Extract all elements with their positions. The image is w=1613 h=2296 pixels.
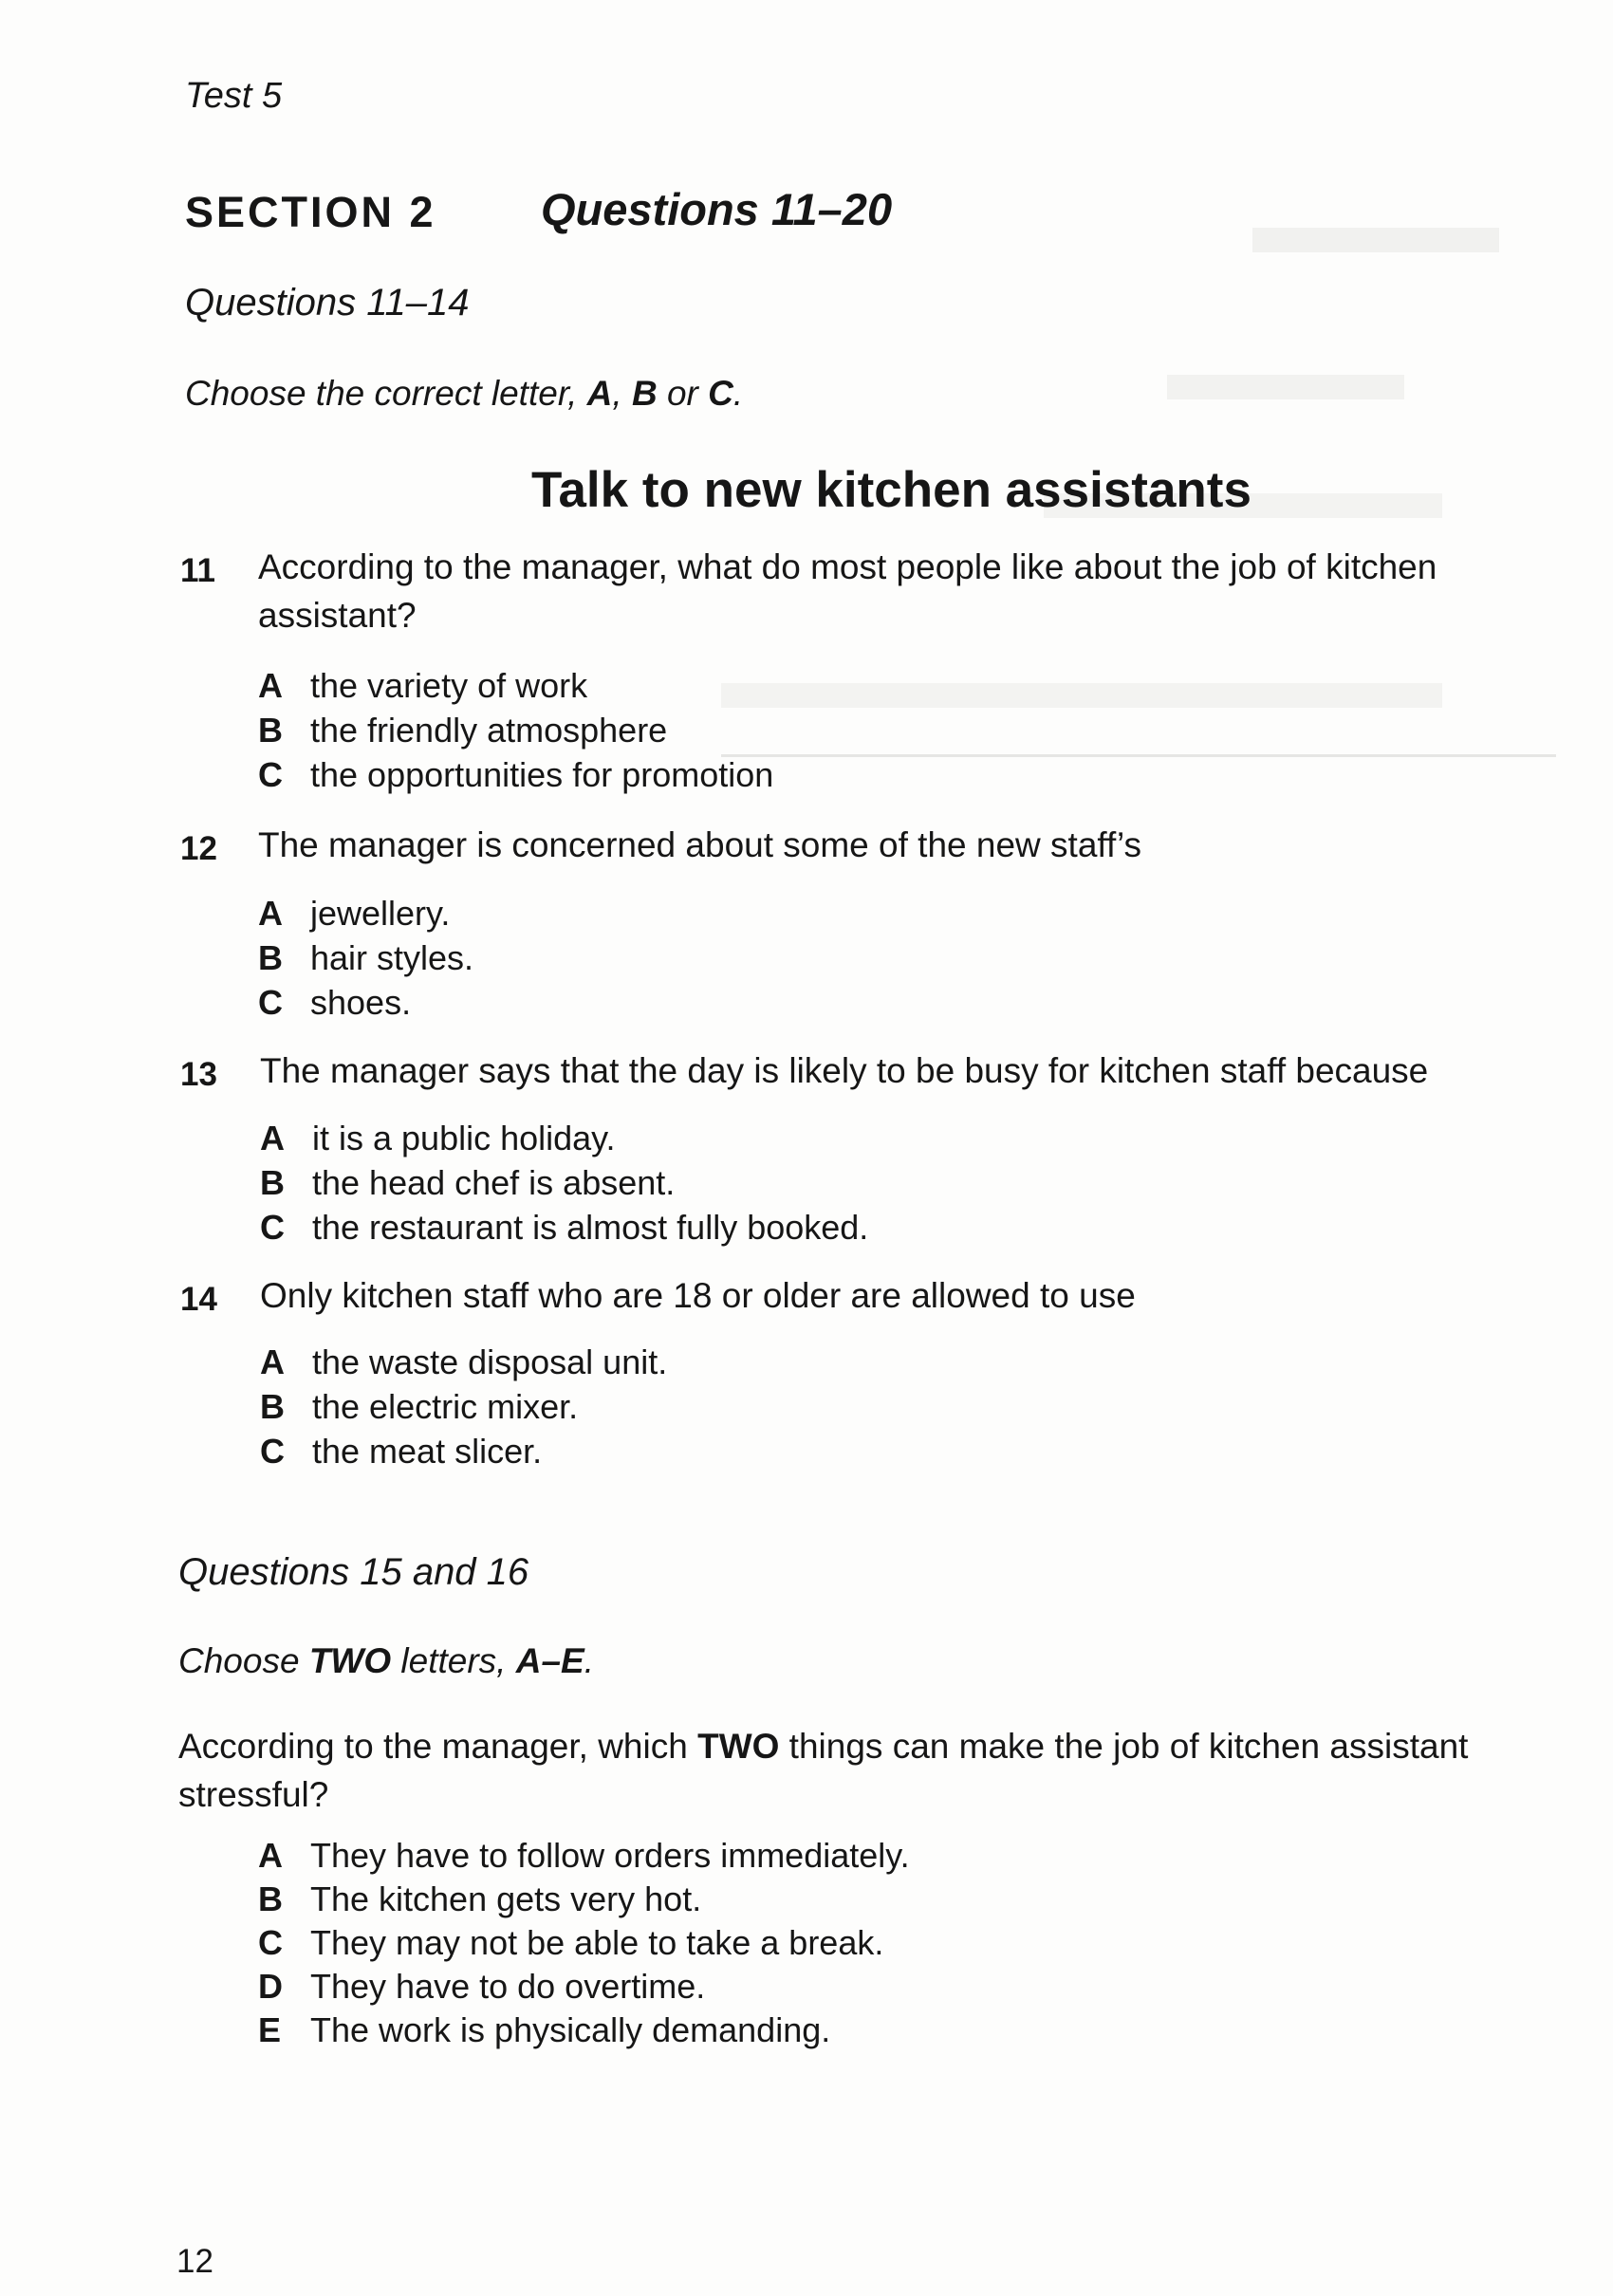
answer-option (258, 1878, 701, 1921)
option-letter: A (260, 1342, 285, 1381)
option-text: jewellery. (310, 894, 451, 933)
option-text: the opportunities for promotion (310, 755, 774, 794)
option-text: it is a public holiday. (312, 1119, 616, 1157)
instruction-two: TWO (308, 1641, 392, 1680)
option-text: the restaurant is almost fully booked. (312, 1208, 869, 1247)
option-text: the electric mixer. (312, 1387, 579, 1426)
option-text: The kitchen gets very hot. (310, 1879, 702, 1918)
instruction-letter-b: B (631, 374, 658, 413)
stem-text: things can make the job of kitchen assistant stressful? (178, 1727, 1469, 1814)
answer-option (258, 2009, 830, 2052)
option-letter: C (258, 1923, 283, 1962)
option-text: hair styles. (310, 938, 474, 977)
option-letter: A (258, 666, 283, 705)
question-number: 14 (180, 1281, 217, 1318)
answer-option (260, 1161, 675, 1205)
option-text: the waste disposal unit. (312, 1342, 668, 1381)
question-text: The manager is concerned about some of the new staff’s (258, 825, 1142, 864)
answer-option (260, 1206, 868, 1250)
show-through-rule (721, 754, 1556, 757)
answer-option (258, 892, 450, 935)
option-letter: B (260, 1163, 285, 1202)
option-text: the variety of work (310, 666, 588, 705)
answer-option (260, 1385, 578, 1429)
option-letter: B (258, 938, 283, 977)
option-text: They have to do overtime. (310, 1967, 706, 2006)
answer-option (258, 1921, 883, 1965)
option-letter: E (258, 2010, 282, 2049)
option-letter: A (258, 1836, 283, 1875)
answer-option (258, 709, 667, 752)
option-letter: D (258, 1967, 283, 2006)
test-label: Test 5 (185, 76, 283, 116)
instruction-text: Choose the correct letter, (185, 374, 587, 413)
instruction-period: . (584, 1641, 594, 1680)
show-through-shadow (721, 683, 1442, 708)
questions-11-14-heading: Questions 11–14 (185, 282, 470, 324)
option-letter: C (260, 1208, 285, 1247)
questions-11-14-instruction (185, 374, 743, 414)
answer-option (258, 981, 411, 1025)
show-through-shadow (1167, 375, 1404, 399)
question-text: The manager says that the day is likely to be busy for kitchen staff because (260, 1051, 1429, 1090)
instruction-letter-a: A (586, 374, 613, 413)
option-letter: A (260, 1119, 285, 1157)
option-letter: C (258, 755, 283, 794)
option-letter: C (258, 983, 283, 1022)
question-text: According to the manager, what do most people like about the job of kitchen assistant? (258, 547, 1437, 635)
questions-15-16-instruction (178, 1641, 594, 1681)
instruction-period: . (732, 374, 744, 413)
section-title: SECTION 2 (185, 188, 436, 236)
answer-option (258, 936, 473, 980)
questions-15-16-stem (178, 1722, 1545, 1819)
option-text: the head chef is absent. (312, 1163, 676, 1202)
option-letter: C (260, 1432, 285, 1471)
stem-text: According to the manager, which (178, 1727, 698, 1766)
answer-option (260, 1341, 667, 1384)
question-number: 11 (180, 552, 215, 589)
questions-15-16-heading: Questions 15 and 16 (178, 1551, 529, 1593)
answer-option (258, 664, 587, 708)
option-letter: B (258, 711, 283, 750)
show-through-shadow (1252, 228, 1499, 252)
page-number: 12 (176, 2243, 213, 2280)
instruction-text: Choose (178, 1641, 309, 1680)
option-text: They have to follow orders immediately. (310, 1836, 910, 1875)
answer-option (260, 1430, 542, 1473)
option-text: shoes. (310, 983, 412, 1022)
document-heading: Talk to new kitchen assistants (531, 462, 1251, 518)
option-letter: B (258, 1879, 283, 1918)
option-text: the meat slicer. (312, 1432, 543, 1471)
question-text: Only kitchen staff who are 18 or older are allowed to use (260, 1276, 1136, 1315)
answer-option (258, 1965, 705, 2009)
option-text: They may not be able to take a break. (310, 1923, 884, 1962)
instruction-letter-c: C (708, 374, 733, 413)
answer-option (258, 1834, 910, 1878)
question-number: 12 (180, 830, 217, 867)
section-range: Questions 11–20 (541, 184, 893, 234)
question-number: 13 (180, 1056, 217, 1093)
instruction-comma: , (612, 374, 632, 413)
option-letter: A (258, 894, 283, 933)
answer-option (258, 753, 773, 797)
instruction-or: or (657, 374, 709, 413)
answer-option (260, 1117, 616, 1160)
option-text: The work is physically demanding. (310, 2010, 831, 2049)
option-letter: B (260, 1387, 285, 1426)
option-text: the friendly atmosphere (310, 711, 668, 750)
instruction-text: letters, (391, 1641, 516, 1680)
instruction-range: A–E (515, 1641, 584, 1680)
stem-two: TWO (697, 1727, 780, 1766)
